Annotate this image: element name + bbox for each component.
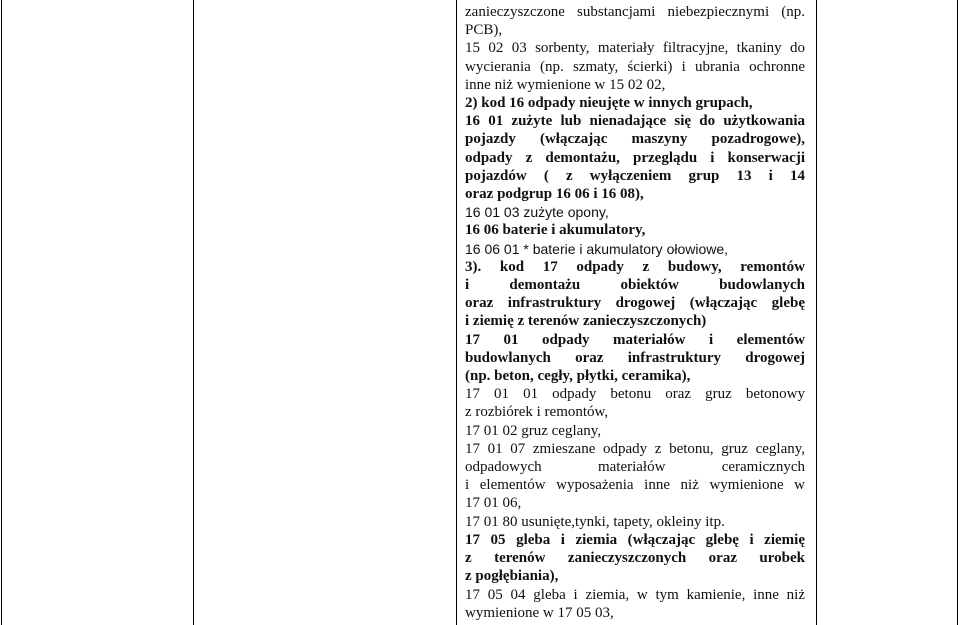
- text-line: zanieczyszczone substancjami niebezpiecznymi (np.: [465, 4, 805, 20]
- text-line: 17 01 80 usunięte,tynki, tapety, okleiny itp.: [465, 513, 725, 530]
- text-line: z rozbiórek i remontów,: [465, 404, 609, 421]
- text-line: inne niż wymienione w 15 02 02,: [465, 76, 666, 93]
- text-line: 17 05 gleba i ziemia (włączając glebę i ziemię: [465, 531, 805, 548]
- text-line: odpady z demontażu, przeglądu i konserwacji: [465, 149, 805, 166]
- text-line: i demontażu obiektów budowlanych: [465, 277, 805, 294]
- text-line: 3). kod 17 odpady z budowy, remontów: [465, 258, 805, 275]
- table-border-right: [957, 0, 958, 625]
- text-line: wycierania (np. szmaty, ścierki) i ubrania ochronne: [465, 58, 805, 75]
- text-line: 16 06 baterie i akumulatory,: [465, 222, 646, 239]
- table-border-left: [1, 0, 2, 625]
- text-line: 16 01 zużyte lub nienadające się do użytkowania: [465, 113, 805, 130]
- text-line: 16 06 01 * baterie i akumulatory ołowiowe,: [465, 240, 729, 257]
- text-line: 2) kod 16 odpady nieujęte w innych grupach,: [465, 95, 753, 112]
- text-line: i ziemię z terenów zanieczyszczonych): [465, 313, 707, 330]
- table-cell-waste-codes: [465, 3, 805, 622]
- text-line: z terenów zanieczyszczonych oraz urobek: [465, 550, 805, 567]
- text-line: 16 01 03 zużyte opony,: [465, 204, 609, 221]
- text-line: budowlanych oraz infrastruktury drogowej: [465, 349, 805, 366]
- text-line: 17 01 07 zmieszane odpady z betonu, gruz ceglany,: [465, 440, 805, 457]
- text-line: (np. beton, cegły, płytki, ceramika),: [465, 368, 691, 385]
- text-line: 17 05 04 gleba i ziemia, w tym kamienie, inne niż: [465, 586, 805, 603]
- text-line: pojazdy (włączając maszyny pozadrogowe),: [465, 131, 805, 148]
- table-column-divider-2: [456, 0, 457, 625]
- text-line: oraz podgrup 16 06 i 16 08),: [465, 186, 644, 203]
- table-column-divider-1: [193, 0, 194, 625]
- text-line: 17 01 02 gruz ceglany,: [465, 422, 602, 439]
- text-line: 17 01 01 odpady betonu oraz gruz betonowy: [465, 386, 805, 403]
- text-line: 15 02 03 sorbenty, materiały filtracyjne, tkaniny do: [465, 40, 805, 57]
- text-line: odpadowych materiałów ceramicznych: [465, 459, 805, 476]
- text-line: 17 01 06,: [465, 495, 522, 512]
- text-line: wymienione w 17 05 03,: [465, 604, 614, 621]
- text-line: z pogłębiania),: [465, 568, 559, 585]
- table-column-divider-3: [816, 0, 817, 625]
- text-line: pojazdów ( z wyłączeniem grup 13 i 14: [465, 167, 805, 184]
- text-line: i elementów wyposażenia inne niż wymienione w: [465, 477, 805, 494]
- text-line: PCB),: [465, 22, 503, 39]
- text-line: 17 01 odpady materiałów i elementów: [465, 331, 805, 348]
- text-line: oraz infrastruktury drogowej (włączając glebę: [465, 295, 805, 312]
